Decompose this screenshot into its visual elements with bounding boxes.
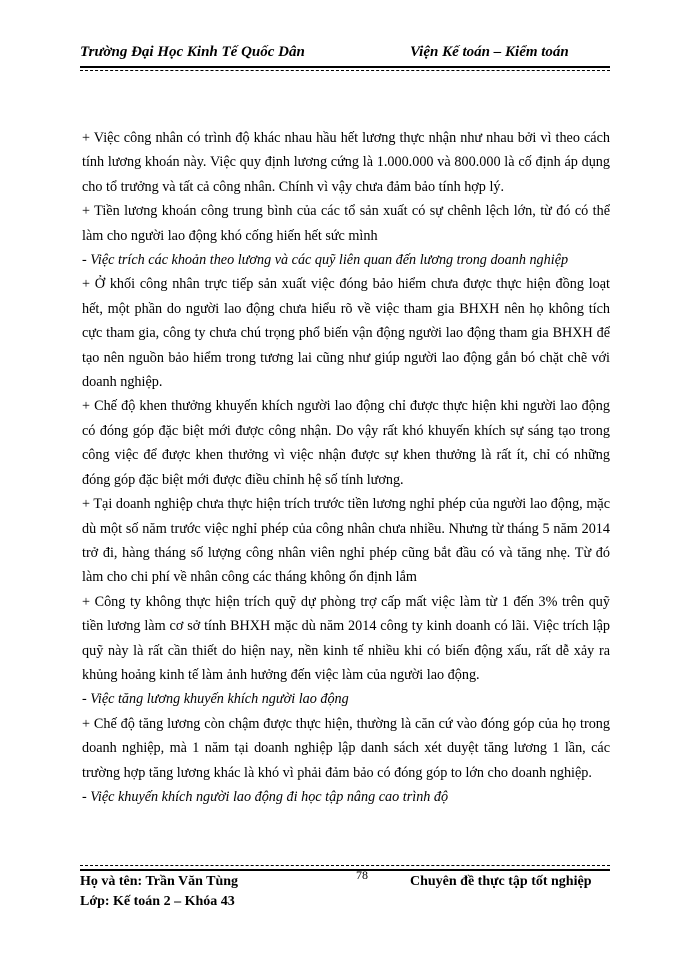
footer-student-name: Họ và tên: Trần Văn Tùng	[80, 874, 239, 889]
paragraph: + Chế độ khen thưởng khuyến khích người lao động chỉ được thực hiện khi người lao động có đóng góp đặc biệt mới được công nhận. Do vậy rất khó khuyến khích sự sáng tạo trong công việc để được khen thưởng vì việc nhận được sự khen thưởng là rất ít, chỉ có những đóng góp đặc biệt mới được điều chỉnh hệ số tính lương.	[82, 398, 610, 488]
paragraph: + Tại doanh nghiệp chưa thực hiện trích trước tiền lương nghỉ phép của người lao động, mặc dù một số năm trước việc nghỉ phép của công nhân chưa nhiều. Nhưng từ tháng 5 năm 2014 trở đi, hàng tháng số lượng công nhân viên nghỉ phép cũng bắt đầu có và tăng nhẹ. Từ đó làm cho chi phí về nhân công các tháng không ổn định lắm	[82, 496, 610, 586]
section-heading: - Việc tăng lương khuyến khích người lao động	[82, 691, 349, 708]
header-school: Trường Đại Học Kinh Tế Quốc Dân	[80, 44, 305, 60]
paragraph: + Việc công nhân có trình độ khác nhau hầu hết lương thực nhận như nhau bởi vì theo cách tính lương khoán này. Việc quy định lương cứng là 1.000.000 và 800.000 là cố định áp dụng cho tổ trưởng và tất cả công nhân. Chính vì vậy chưa đảm bảo tính hợp lý.	[82, 130, 610, 195]
header-rule	[80, 66, 610, 68]
footer-rule-dashed	[80, 865, 610, 866]
page-number: 78	[356, 868, 368, 882]
header-rule-dashed	[80, 70, 610, 71]
page-header	[80, 44, 610, 66]
paragraph: + Công ty không thực hiện trích quỹ dự phòng trợ cấp mất việc làm từ 1 đến 3% trên quỹ tiền lương làm cơ sở tính BHXH mặc dù năm 2014 công ty kinh doanh có lãi. Việc trích lập quỹ này là rất cần thiết do hiện nay, nền kinh tế nhiều khi có biến động xấu, rất dễ xảy ra khủng hoảng kinh tế làm ảnh hưởng đến việc làm của người lao động.	[82, 593, 610, 683]
header-institute: Viện Kế toán – Kiểm toán	[410, 44, 569, 60]
paragraph: + Chế độ tăng lương còn chậm được thực hiện, thường là căn cứ vào đóng góp của họ trong doanh nghiệp, mà 1 năm tại doanh nghiệp lập danh sách xét duyệt tăng lương 1 lần, các trường hợp tăng lương khác là khó vì phải đảm bảo có đóng góp to lớn cho doanh nghiệp.	[82, 715, 610, 781]
footer-topic: Chuyên đề thực tập tốt nghiệp	[410, 874, 592, 889]
paragraph: + Ở khối công nhân trực tiếp sản xuất việc đóng bảo hiểm chưa được thực hiện đồng loạt hết, một phần do người lao động chưa hiểu rõ về việc tham gia BHXH nên họ không tích cực tham gia, công ty chưa chú trọng phổ biến vận động người lao động tham gia BHXH để tạo nên nguồn bảo hiểm trong tương lai cũng như giúp người lao động gắn bó chặt chẽ với doanh nghiệp.	[82, 276, 610, 391]
section-heading: - Việc trích các khoản theo lương và các quỹ liên quan đến lương trong doanh nghiệp	[82, 252, 569, 269]
footer-class: Lớp: Kế toán 2 – Khóa 43	[80, 894, 235, 909]
section-heading: - Việc khuyến khích người lao động đi học tập nâng cao trình độ	[82, 788, 449, 805]
paragraph: + Tiền lương khoán công trung bình của các tổ sản xuất có sự chênh lệch lớn, từ đó có thể làm cho người lao động khó cống hiến hết sức mình	[82, 203, 610, 244]
document-body	[82, 126, 610, 809]
footer-rule	[80, 869, 610, 871]
